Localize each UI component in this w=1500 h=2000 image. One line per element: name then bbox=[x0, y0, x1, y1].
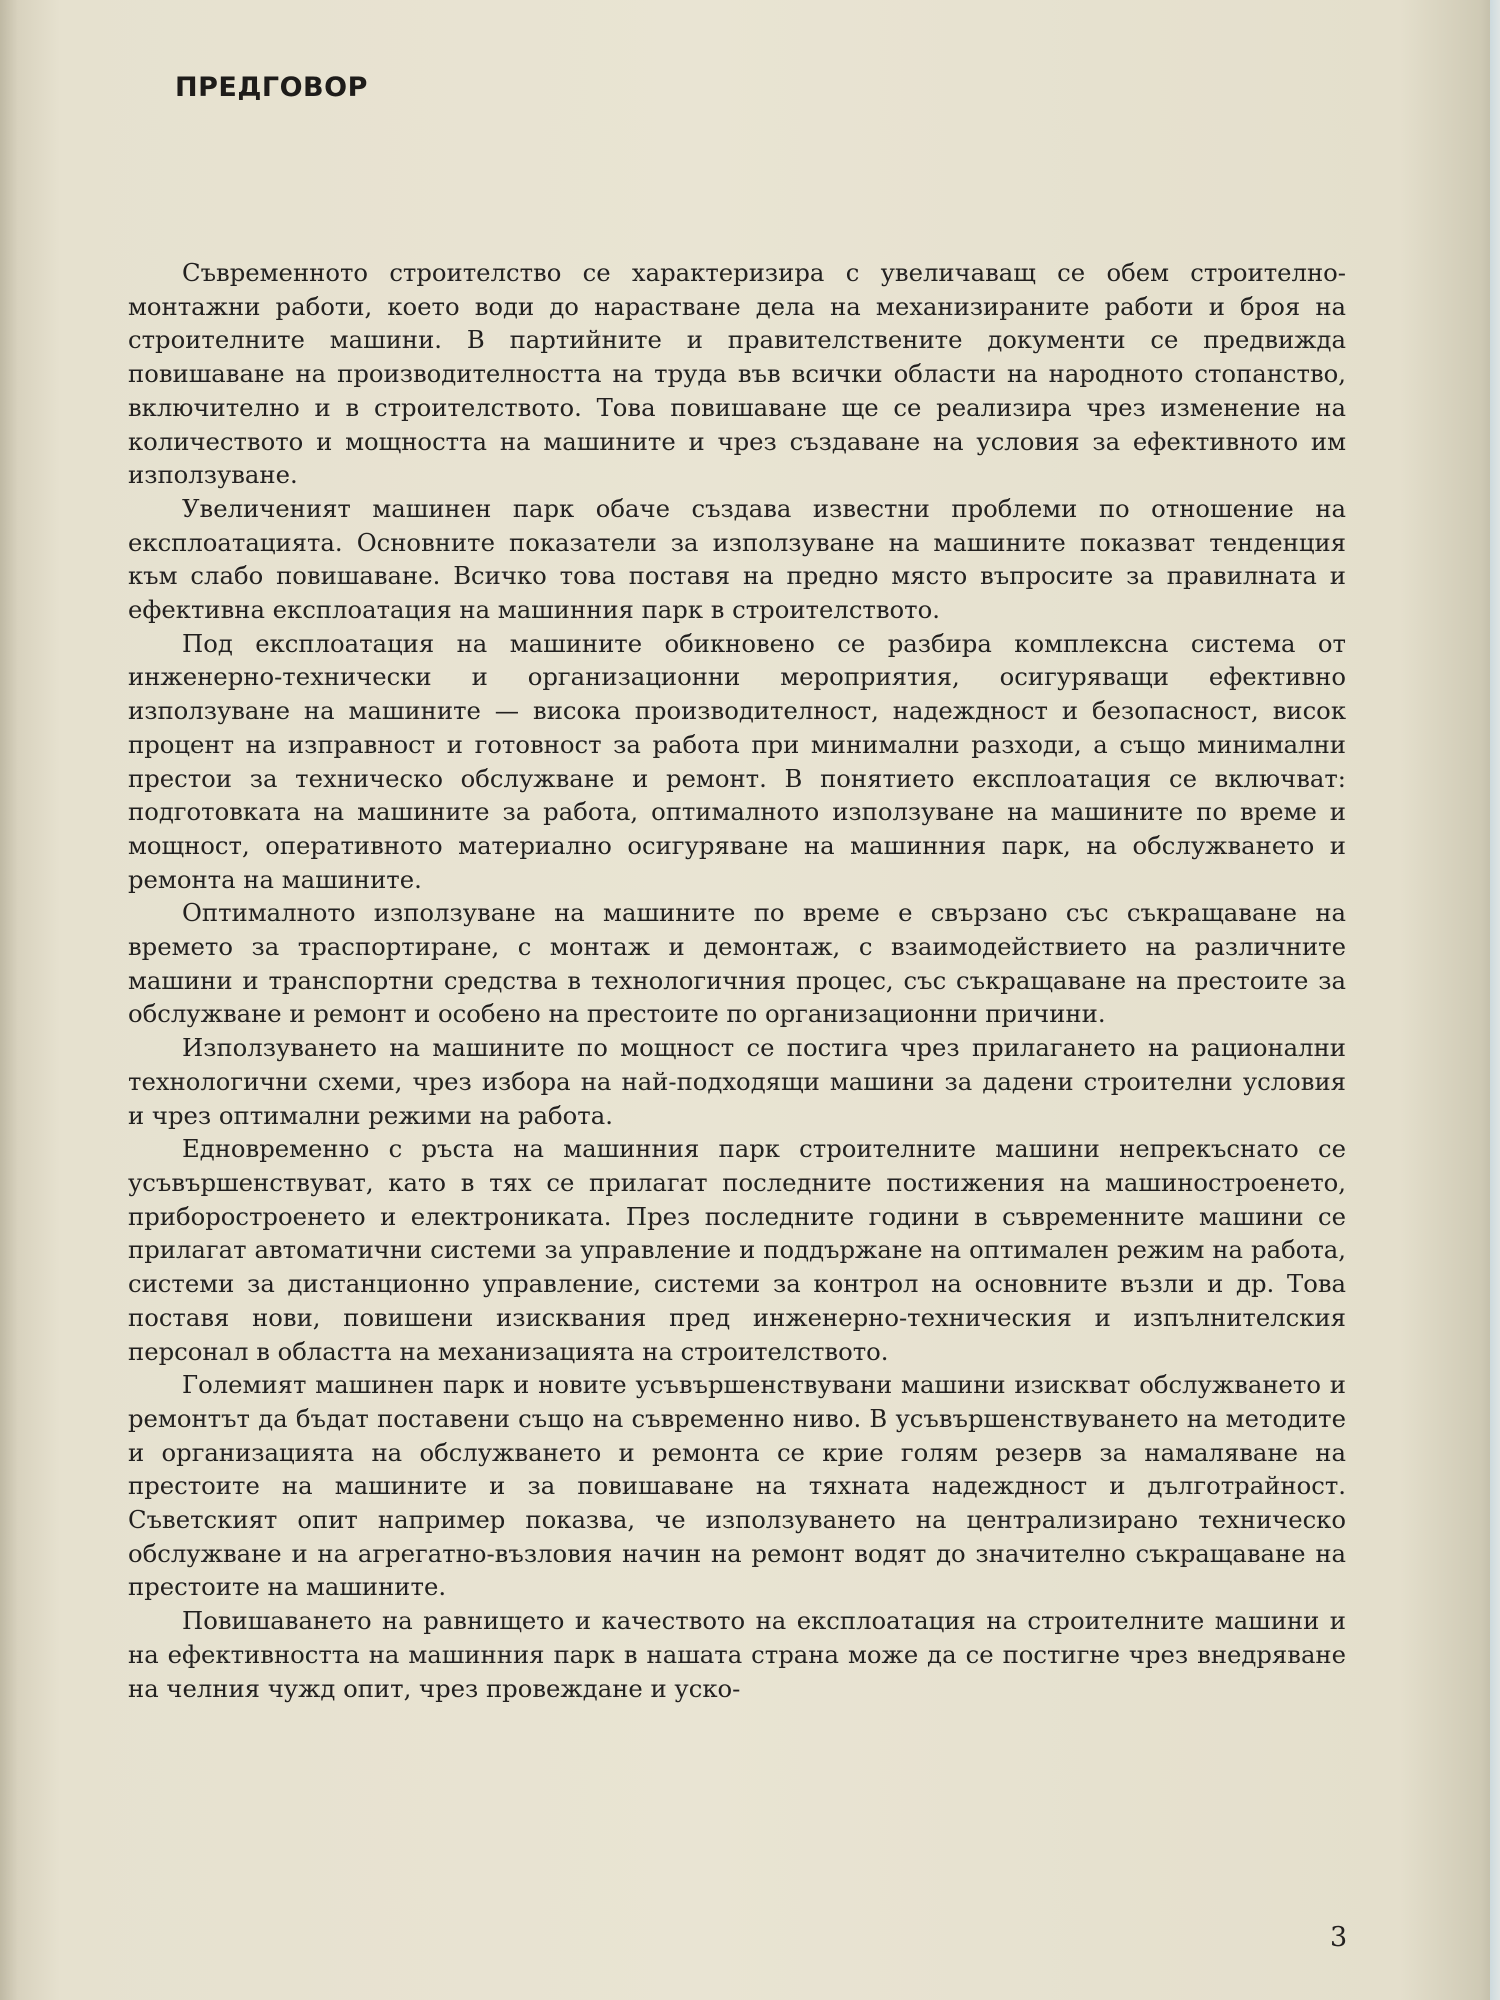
paragraph-8: Повишаването на равнището и качеството на експлоатация на строителните машини и на ефективността на машинния парк в нашата страна може да се постигне чрез внедряване на челния чужд опит, чрез провеждане и уско- bbox=[128, 1606, 1346, 1703]
paragraph-5: Използуването на машините по мощност се постига чрез прилагането на рационални технологични схеми, чрез избора на най-подходящи машини за дадени строителни условия и чрез оптимални режими на работа. bbox=[128, 1033, 1346, 1130]
chapter-heading: ПРЕДГОВОР bbox=[175, 72, 368, 103]
page-edge-background bbox=[1490, 0, 1500, 2000]
page-number: 3 bbox=[1330, 1922, 1348, 1953]
paragraph-6: Едновременно с ръста на машинния парк строителните машини непрекъснато се усъвършенствуват, като в тях се прилагат последните постижения на машиностроенето, приборостроенето и електрониката. През последните години в съвременните машини се прилагат автоматични системи за управление и поддържане на оптимален режим на работа, системи за дистанционно управление, системи за контрол на основните възли и др. Това поставя нови, повишени изисквания пред инженерно-техническия и изпълнителския персонал в областта на механизацията на строителството. bbox=[128, 1134, 1346, 1366]
paragraph-4: Оптималното използуване на машините по време е свързано със съкращаване на времето за траспортиране, с монтаж и демонтаж, с взаимодействието на различните машини и транспортни средства в технологичния процес, със съкращаване на престоите за обслужване и ремонт и особено на престоите по организационни причини. bbox=[128, 898, 1346, 1029]
preface-body bbox=[128, 256, 1346, 1705]
paragraph-7: Големият машинен парк и новите усъвършенствувани машини изискват обслужването и ремонтът да бъдат поставени също на съвременно ниво. В усъвършенствуването на методите и организацията на обслужването и ремонта се крие голям резерв за намаляване на престоите на машините и за повишаване на тяхната надеждност и дълготрайност. Съветският опит например показва, че използуването на централизирано техническо обслужване и на агрегатно-възловия начин на ремонт водят до значително съкращаване на престоите на машините. bbox=[128, 1370, 1346, 1602]
paragraph-2: Увеличеният машинен парк обаче създава известни проблеми по отношение на експлоатацията. Основните показатели за използуване на машините показват тенденция към слабо повишаване. Всичко това поставя на предно място въпросите за правилната и ефективна експлоатация на машинния парк в строителството. bbox=[128, 493, 1346, 625]
paragraph-3: Под експлоатация на машините обикновено се разбира комплексна система от инженерно-технически и организационни мероприятия, осигуряващи ефективно използуване на машините — висока производителност, надеждност и безопасност, висок процент на изправност и готовност за работа при минимални разходи, а също минимални престои за техническо обслужване и ремонт. В понятието експлоатация се включват: подготовката на машините за работа, оптималното използуване на машините по време и мощност, оперативното материално осигуряване на машинния парк, на обслужването и ремонта на машините. bbox=[128, 628, 1346, 894]
paragraph-1: Съвременното строителство се характеризира с увеличаващ се обем строително-монтажни работи, което води до нарастване дела на механизираните работи и броя на строителните машини. В партийните и правителствените документи се предвижда повишаване на производителността на труда във всички области на народното стопанство, включително и в строителството. Това повишаване ще се реализира чрез изменение на количеството и мощността на машините и чрез създаване на условия за ефективното им използуване. bbox=[128, 258, 1346, 490]
